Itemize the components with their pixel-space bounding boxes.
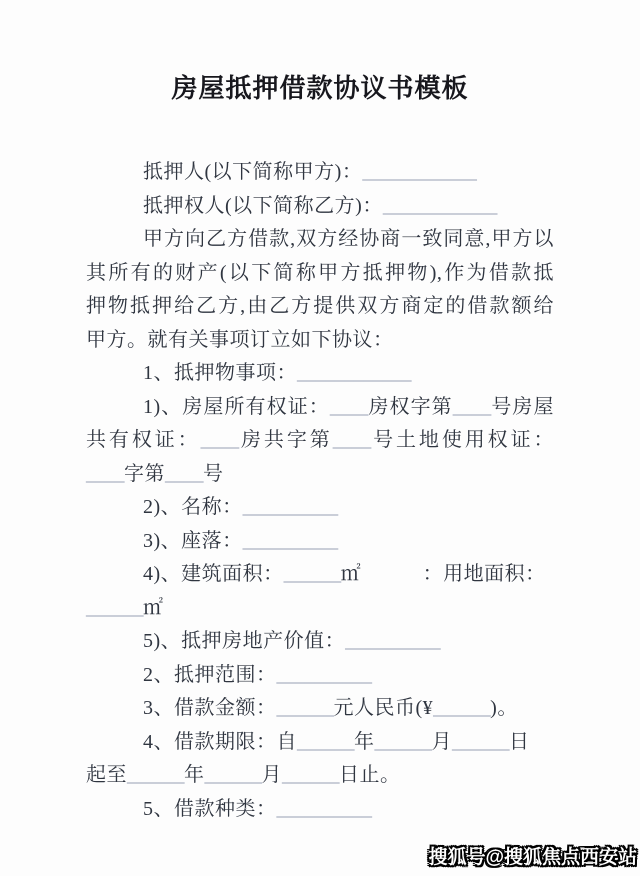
document-line bbox=[86, 525, 554, 559]
blank-field: ______ bbox=[86, 596, 143, 619]
document-line bbox=[86, 726, 554, 760]
document-line bbox=[86, 592, 554, 626]
document-text: 1、抵押物事项： bbox=[143, 362, 297, 384]
document-text: 年 bbox=[184, 764, 205, 786]
document-text: 押物抵押给乙方,由乙方提供双方商定的借款额给 bbox=[86, 295, 554, 317]
document-title: 房屋抵押借款协议书模板 bbox=[171, 73, 469, 103]
document-text: 抵押权人(以下简称乙方)： bbox=[143, 194, 383, 217]
document-text: 房共字第 bbox=[238, 429, 333, 451]
document-line bbox=[86, 558, 554, 592]
blank-field: ______ bbox=[297, 730, 354, 753]
blank-field: ______ bbox=[374, 730, 432, 753]
document-text: ㎡ ：用地面积： bbox=[340, 563, 546, 585]
document-line bbox=[86, 793, 554, 827]
blank-field: ____ bbox=[329, 395, 368, 418]
document-text: )。 bbox=[490, 697, 518, 719]
document-line bbox=[86, 424, 554, 458]
document-text: 号 bbox=[203, 462, 224, 485]
document-text: 日 bbox=[509, 730, 530, 753]
blank-field: ____________ bbox=[382, 194, 497, 217]
watermark-sohu: 搜狐号@搜狐焦点西安站 bbox=[428, 847, 637, 868]
blank-field: ______ bbox=[276, 697, 334, 719]
document-text: 号土地使用权证： bbox=[370, 429, 555, 451]
document-text: 其所有的财产(以下简称甲方抵押物),作为借款抵 bbox=[86, 261, 554, 284]
document-text: 共有权证： bbox=[86, 429, 201, 451]
blank-field: ____ bbox=[332, 429, 371, 451]
document-text: 3、借款金额： bbox=[143, 697, 277, 719]
document-line bbox=[86, 692, 554, 726]
blank-field: ______ bbox=[433, 697, 491, 719]
document-line bbox=[86, 357, 554, 391]
blank-field: __________ bbox=[242, 496, 338, 518]
document-text: ㎡ bbox=[143, 596, 164, 619]
blank-field: __________ bbox=[276, 663, 372, 686]
document-text: 月 bbox=[261, 764, 282, 786]
blank-field: ____________ bbox=[362, 161, 477, 183]
document-line bbox=[86, 759, 554, 793]
document-text: 5)、抵押房地产价值： bbox=[143, 630, 346, 652]
document-text: 1)、房屋所有权证： bbox=[143, 395, 330, 418]
document-text: 月 bbox=[431, 730, 452, 753]
blank-field: ______ bbox=[283, 563, 341, 585]
document-line bbox=[86, 156, 554, 190]
document-text: 甲方向乙方借款,双方经协商一致同意,甲方以 bbox=[143, 228, 554, 250]
blank-field: ____ bbox=[200, 429, 239, 451]
document-text: 4)、建筑面积： bbox=[143, 563, 284, 585]
document-text: 3)、座落： bbox=[143, 529, 243, 552]
document-text: 房权字第 bbox=[367, 395, 453, 418]
document-line bbox=[86, 625, 554, 659]
document-line bbox=[86, 324, 554, 358]
document-text: 年 bbox=[354, 730, 375, 753]
blank-field: ______ bbox=[127, 764, 184, 786]
document-text: 5、借款种类： bbox=[143, 797, 277, 820]
blank-field: __________ bbox=[345, 630, 441, 652]
document-text: 元人民币(¥ bbox=[333, 697, 434, 719]
blank-field: ____ bbox=[86, 462, 124, 485]
document-line bbox=[86, 391, 554, 425]
document-text: 号房屋 bbox=[490, 395, 554, 418]
document-body bbox=[86, 156, 554, 826]
document-text: 字第 bbox=[124, 462, 165, 485]
blank-field: ______ bbox=[204, 764, 262, 786]
document-text: 甲方。就有关事项订立如下协议： bbox=[86, 328, 394, 351]
blank-field: ______ bbox=[452, 730, 509, 753]
document-text: 2)、名称： bbox=[143, 496, 243, 518]
document-line bbox=[86, 491, 554, 525]
document-line bbox=[86, 659, 554, 693]
document-line bbox=[86, 458, 554, 492]
blank-field: __________ bbox=[276, 797, 372, 820]
blank-field: ____ bbox=[165, 462, 203, 485]
blank-field: __________ bbox=[242, 529, 338, 552]
document-text: 日止。 bbox=[339, 764, 401, 786]
document-text: 2、抵押范围： bbox=[143, 663, 277, 686]
document-text: 抵押人(以下简称甲方)： bbox=[143, 161, 363, 183]
document-text: 起至 bbox=[86, 764, 127, 786]
blank-field: ______ bbox=[282, 764, 339, 786]
document-line bbox=[86, 223, 554, 257]
blank-field: ____ bbox=[452, 395, 491, 418]
document-text: 4、借款期限：自 bbox=[143, 730, 297, 753]
document-line bbox=[86, 190, 554, 224]
blank-field: ____________ bbox=[297, 362, 411, 384]
document-line bbox=[86, 257, 554, 291]
document-line bbox=[86, 290, 554, 324]
